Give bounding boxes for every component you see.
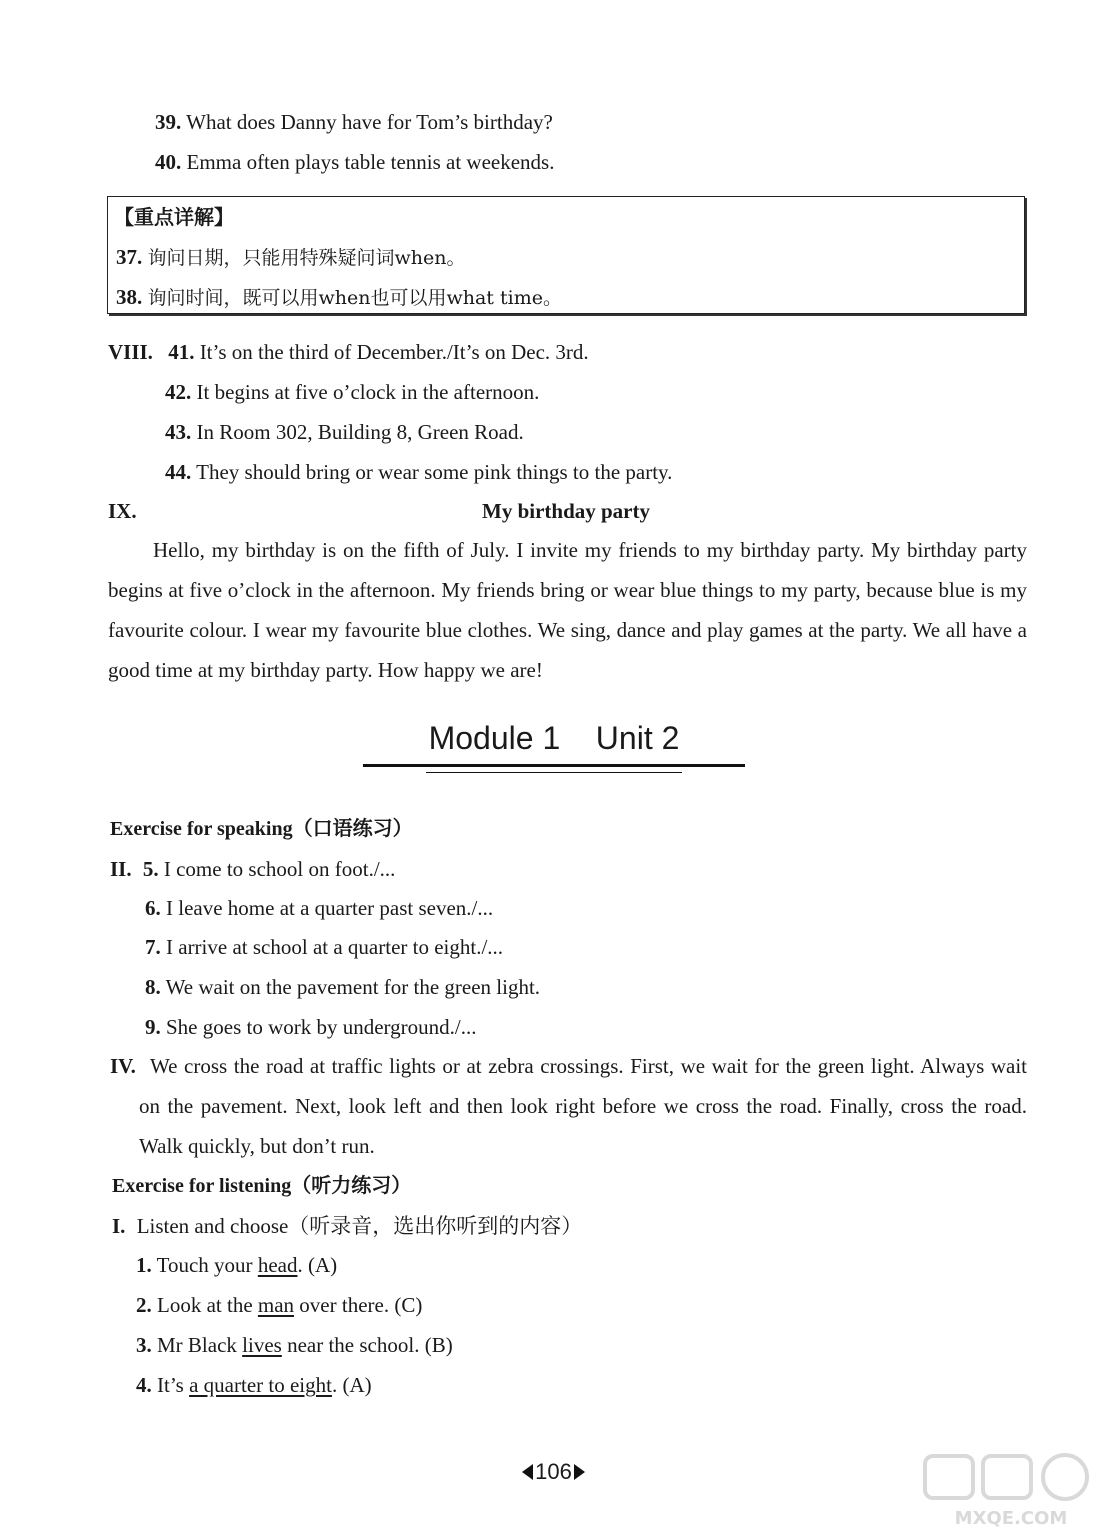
answer-43: [165, 418, 524, 446]
item-text-before: It’s: [157, 1373, 190, 1397]
title-rule: [363, 764, 745, 767]
answer-39: [155, 108, 553, 136]
speaking-answer-8: [145, 973, 540, 1001]
key-point-38: [116, 283, 562, 312]
answer-text: They should bring or wear some pink things to the party.: [196, 460, 673, 484]
section-label-viii: VIII.: [108, 340, 153, 364]
item-text-before: Mr Black: [157, 1333, 243, 1357]
item-text-after: . (A): [331, 1373, 372, 1397]
answer-text: It begins at five o’clock in the afternoon.: [196, 380, 540, 404]
item-text-before: Touch your: [156, 1253, 258, 1277]
answer-number: 39.: [155, 110, 182, 134]
section-label-ix: IX.: [108, 499, 137, 523]
answer-text: It’s on the third of December./It’s on Dec. 3rd.: [199, 340, 589, 364]
answer-41: [108, 338, 589, 366]
answer-number: 9.: [145, 1015, 161, 1039]
section-label-i: I.: [112, 1214, 126, 1238]
speaking-iv-paragraph: We cross the road at traffic lights or at zebra crossings. First, we wait for the green light. Always wait on the pavement. Next, look left and then look right before we cross the road. Finally, cross the road. Walk quickly, but don’t run.: [139, 1054, 1027, 1158]
item-text-after: near the school. (B): [281, 1333, 453, 1357]
answer-number: 7.: [145, 935, 161, 959]
listening-item-1: [136, 1251, 337, 1279]
key-points-title: 【重点详解】: [114, 205, 234, 229]
answer-number: 40.: [155, 150, 182, 174]
answer-text: In Room 302, Building 8, Green Road.: [196, 420, 524, 444]
answer-text: Emma often plays table tennis at weekends.: [186, 150, 555, 174]
page-number-text: 106: [535, 1459, 572, 1484]
listening-instruction-line: [112, 1212, 582, 1240]
answer-number: 43.: [165, 420, 192, 444]
key-point-number: 38.: [116, 285, 143, 309]
answer-number: 42.: [165, 380, 192, 404]
speaking-heading: Exercise for speaking（口语练习）: [110, 818, 413, 840]
answer-number: 5.: [142, 857, 159, 881]
key-point-text: 询问时间，既可以用when也可以用what time。: [147, 287, 562, 309]
listening-instruction: Listen and choose（听录音，选出你听到的内容）: [136, 1214, 583, 1238]
answer-text: What does Danny have for Tom’s birthday?: [186, 110, 553, 134]
triangle-left-icon: [522, 1464, 533, 1480]
item-number: 4.: [136, 1373, 152, 1397]
watermark-text: MXQE.COM: [954, 1508, 1068, 1529]
answer-text: She goes to work by underground./...: [166, 1015, 477, 1039]
item-underlined: head: [257, 1253, 298, 1277]
answer-text: I leave home at a quarter past seven./...: [166, 896, 494, 920]
triangle-right-icon: [574, 1464, 585, 1480]
listening-item-4: [136, 1371, 372, 1399]
listening-item-3: [136, 1331, 453, 1359]
answer-number: 41.: [168, 340, 195, 364]
section-label-iv: IV.: [110, 1054, 136, 1078]
item-number: 2.: [136, 1293, 152, 1317]
answer-40: [155, 148, 554, 176]
item-text-after: . (A): [297, 1253, 338, 1277]
answer-42: [165, 378, 539, 406]
answer-number: 8.: [145, 975, 161, 999]
answer-number: 44.: [165, 460, 192, 484]
speaking-answer-9: [145, 1013, 477, 1041]
speaking-answer-7: [145, 933, 503, 961]
key-point-number: 37.: [116, 245, 143, 269]
answer-44: [165, 458, 672, 486]
item-underlined: man: [257, 1293, 295, 1317]
item-number: 3.: [136, 1333, 152, 1357]
item-text-after: over there. (C): [294, 1293, 423, 1317]
answer-text: We wait on the pavement for the green light.: [165, 975, 541, 999]
listening-heading: Exercise for listening（听力练习）: [112, 1175, 412, 1197]
key-point-text: 询问日期，只能用特殊疑问词when。: [147, 247, 466, 269]
answer-text: I arrive at school at a quarter to eight./...: [166, 935, 504, 959]
answer-number: 6.: [145, 896, 161, 920]
essay-title: My birthday party: [482, 499, 650, 523]
module-title: Module 1 Unit 2: [428, 720, 680, 756]
item-text-before: Look at the: [157, 1293, 258, 1317]
speaking-answer-6: [145, 894, 493, 922]
item-underlined: a quarter to eight: [189, 1373, 332, 1397]
speaking-answer-5: [110, 855, 395, 883]
item-underlined: lives: [242, 1333, 282, 1357]
watermark-logo: [921, 1452, 1101, 1530]
key-point-37: [116, 243, 465, 272]
title-rule-thin: [426, 772, 682, 773]
key-points-box: [107, 196, 1025, 314]
listening-item-2: [136, 1291, 422, 1319]
essay-paragraph: Hello, my birthday is on the fifth of July. I invite my friends to my birthday party. My birthday party begins at five o’clock in the afternoon. My friends bring or wear blue things to my party, because blue is my favourite colour. I wear my favourite blue clothes. We sing, dance and play games at the party. We all have a good time at my birthday party. How happy we are!: [108, 538, 1027, 682]
answer-text: I come to school on foot./...: [163, 857, 396, 881]
item-number: 1.: [136, 1253, 152, 1277]
section-label-ii: II.: [110, 857, 132, 881]
